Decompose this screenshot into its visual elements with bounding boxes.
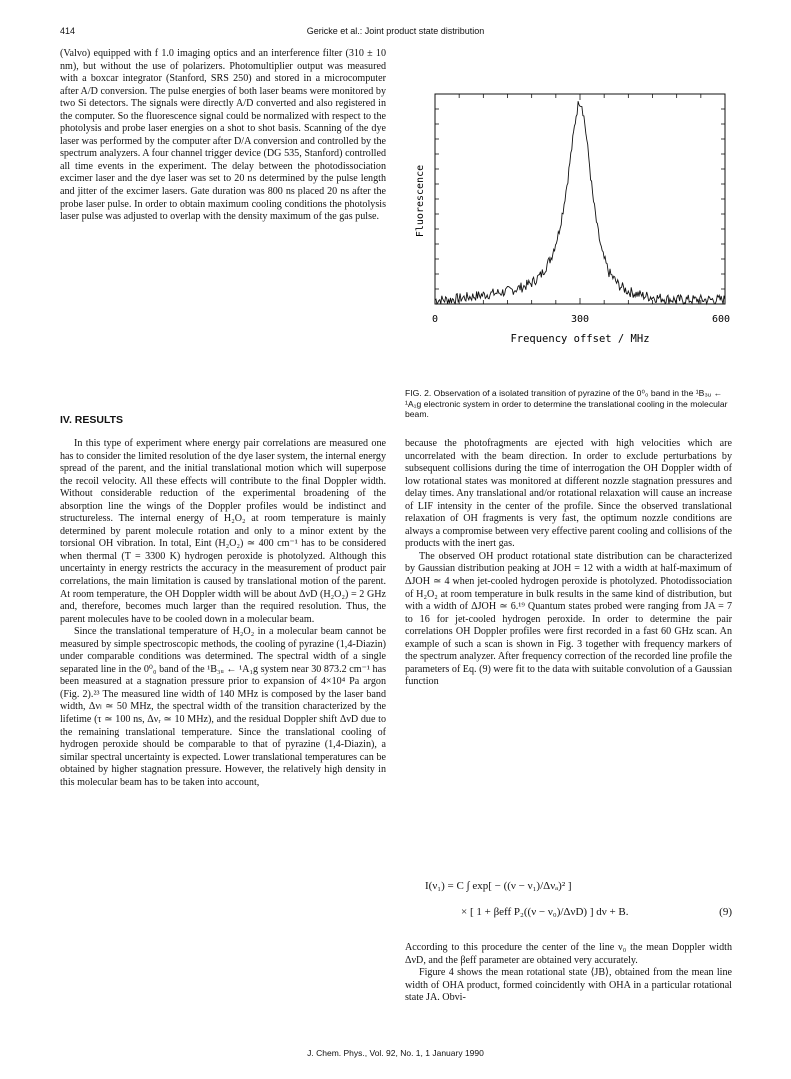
paragraph-right-2: The observed OH product rotational state distribution can be characterized by Gaussian distribution peaking at JOH = 12 with a width at half-maximum of ΔJOH ≃ 4 when jet-cooled hydrogen peroxide is photolyzed. Photodissociation of H₂O₂ at room temperature in bulk results in the same kind of distribution, but with a width of ΔJOH ≃ 6.¹⁹ Quantum states probed were ranging from JA = 7 to 16 for jet-cooled hydrogen peroxide. In order to determine the pair correlations OH Doppler profiles were first recorded in a fast 60 GHz scan. An example of such a scan is shown in Fig. 3 together with frequency markers of the spectrum analyzer. After frequency correction of the recorded line profile the parameters of Eq. (9) were fit to the data with suitable convolution of a Gaussian function	[405, 550, 732, 688]
x-tick-label-300: 300	[570, 314, 590, 325]
paragraph-right-1: because the photofragments are ejected with high velocities which are uncorrelated with the beam direction. In order to exclude perturbations by subsequent collisions during the time of interrogation the OH Doppler width of low rotational states was monitored at different nozzle stagnation pressures and delay times. Any translational and/or rotational relaxation will cause an increase of LIF intensity in the center of the profile. Since the observed translational relaxation of OH fragments is very fast, the optimum nozzle conditions are always a compromise between very effective parent cooling and collisions of the products with the inert gas.	[405, 438, 732, 550]
equation-line-2-wrap	[405, 906, 732, 932]
right-column-bottom	[405, 942, 732, 1005]
x-tick-label-0: 0	[431, 314, 439, 325]
x-tick-label-600: 600	[711, 314, 731, 325]
x-axis-label: Frequency offset / MHz	[510, 333, 650, 345]
equation-line-1: I(ν₁) = C ∫ exp[ − ((ν − ν₁)/Δνₐ)² ]	[425, 880, 572, 892]
equation-number: (9)	[719, 906, 732, 918]
page-footer: J. Chem. Phys., Vol. 92, No. 1, 1 January 1990	[307, 1048, 484, 1058]
figure-2-plot	[405, 86, 732, 376]
page-number: 414	[60, 26, 76, 36]
paragraph-right-3: According to this procedure the center of the line ν₀ the mean Doppler width ΔνD, and the βeff parameter are obtained very accurately.	[405, 942, 732, 966]
equation-line-2: × [ 1 + βeff P₂((ν − ν₀)/ΔνD) ] dν + B.	[461, 906, 629, 918]
left-column-top	[60, 48, 386, 224]
figure-2	[405, 86, 732, 376]
page-header	[60, 26, 731, 40]
y-axis-label: Fluorescence	[415, 164, 426, 238]
paragraph-results-1: In this type of experiment where energy pair correlations are measured one has to consider the limited resolution of the dye laser system, the internal energy spread of the parent, and the initial translational motion which will superpose the recoil velocity. All these effects will contribute to the final Doppler width. Without considerable reduction of the experimental broadening of the absorption line the wings of the Doppler profiles would be indistinct and structureless. The internal energy of H₂O₂ at room temperature is mainly determined by parent molecule rotation and only to a minor extent by the torsional OH vibration. In total, Eint (H₂O₂) ≃ 400 cm⁻¹ has to be considered when thermal (T = 3300 K) hydrogen peroxide is photolyzed. Although this uncertainty in energy restricts the accuracy in the measurement of product pair correlations, the main limitation is caused by translational motion of the parent. At room temperature, the OH Doppler width will be about ΔνD (H₂O₂) = 2 GHz and, therefore, becomes much larger than the required resolution. Thus, the parent molecules have to be cooled down in a molecular beam.	[60, 438, 386, 625]
right-column-top	[405, 438, 732, 689]
paragraph-right-4: Figure 4 shows the mean rotational state ⟨JB⟩, obtained from the mean line width of OHA product, formed coincidently with OHA in a particular rotational state JA. Obvi-	[405, 967, 732, 1004]
fluorescence-trace	[435, 101, 725, 304]
plot-ticks	[435, 94, 725, 304]
left-column-results	[60, 438, 386, 789]
plot-frame	[435, 94, 725, 304]
paragraph-methods: (Valvo) equipped with f 1.0 imaging optics and an interference filter (310 ± 10 nm), but without the use of polarizers. Photomultiplier output was measured with a boxcar integrator (Stanford, SRS 250) and stored in a microcomputer after A/D conversion. The pulse energies of both laser beams were monitored by two Si detectors. The signals were directly A/D converted and also registered in the computer. So the fluorescence signal could be normalized with respect to the photolysis and probe laser energies on a shot to shot basis. Scanning of the dye laser was performed by the computer after D/A conversion and controlled by the spectrum analyzers. A four channel trigger device (DG 535, Stanford) controlled all time events in the experiment. The delay between the photodissociation excimer laser and the dye laser was set to 20 ns determined by the pulse length and jitter of the excimer lasers. Gate duration was 800 ns placed 20 ns after the probe laser pulse. In order to obtain maximum cooling conditions the photolysis laser pulse was adjusted to overlap with the density maximum of the gas pulse.	[60, 48, 386, 223]
running-title: Gericke et al.: Joint product state distribution	[306, 26, 485, 36]
figure-caption: FIG. 2. Observation of a isolated transition of pyrazine of the 0⁰₀ band in the ¹B₃ᵤ ← ¹A₁g electronic system in order to determine the translational cooling in the molecular beam.	[405, 388, 728, 420]
equation-9	[405, 880, 732, 932]
section-heading: IV. RESULTS	[60, 414, 124, 426]
paragraph-results-2: Since the translational temperature of H₂O₂ in a molecular beam cannot be measured by simple spectroscopic methods, the cooling of pyrazine (1,4-Diazin) under comparable conditions was determined. The spectral width of a single separated line in the 0⁰₀ band of the ¹B₃ᵤ ← ¹A₁g system near 30 873.2 cm⁻¹ has been measured at a stagnation pressure prior to expansion of 4×10⁴ Pa argon (Fig. 2).²³ The measured line width of 140 MHz is composed by the laser band width, Δνₗ ≃ 50 MHz, the spectral width of the transition characterized by the lifetime (τ ≃ 100 ns, Δνᵣ ≃ 10 MHz), and the residual Doppler shift ΔνD due to the remaining translational temperature. Since the translational cooling of hydrogen peroxide should be comparable to that of pyrazine (1,4-Diazin), a similar spectral uncertainty is expected. Lower translational temperatures can be obtained by higher stagnation pressure. However, the relatively high density in this molecular beam has to be taken into account,	[60, 626, 386, 788]
